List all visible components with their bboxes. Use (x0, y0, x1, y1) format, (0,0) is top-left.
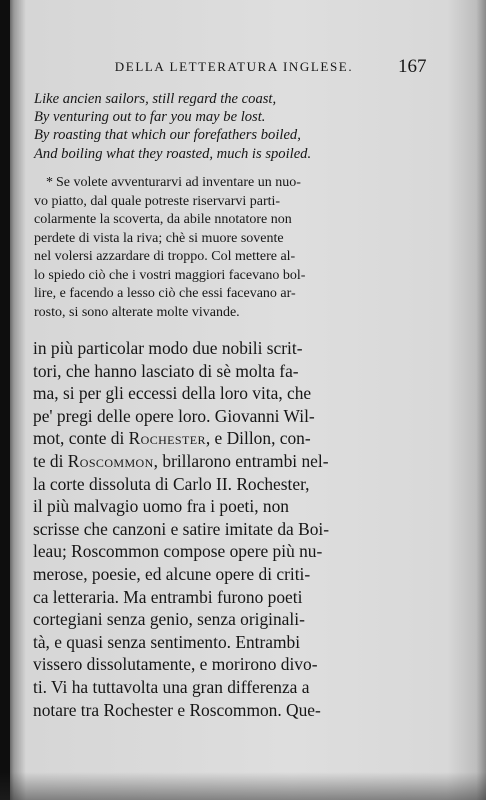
person-name-small-caps: Rochester (128, 428, 206, 449)
body-line: leau; Roscommon compose opere più nu- (33, 541, 323, 562)
page-bottom-shadow (0, 772, 486, 800)
footnote-line-text: Se volete avventurarvi ad inventare un nuo- (56, 175, 301, 190)
body-text-run: te di (33, 450, 68, 471)
verse-line: Like ancien sailors, still regard the coast, (34, 91, 277, 107)
body-line: cortegiani senza genio, senza originali- (33, 609, 305, 630)
verse-quotation (34, 90, 394, 163)
body-line: merose, poesie, ed alcune opere di criti- (33, 563, 311, 584)
footnote-line: vo piatto, dal quale potreste riservarvi parti- (34, 193, 281, 209)
verse-line: And boiling what they roasted, much is spoiled. (34, 145, 312, 162)
body-line: ma, si per gli eccessi della loro vita, che (33, 383, 312, 404)
footnote-line: nel volersi azzardare di troppo. Col mettere al- (34, 249, 296, 264)
page-number: 167 (398, 56, 427, 77)
footnote-mark: * (46, 175, 53, 190)
footnote-line: perdete di vista la riva; chè si muore sovente (34, 230, 284, 246)
footnote-line: rosto, si sono alterate molte vivande. (34, 304, 240, 320)
body-text-run: , e Dillon, con- (205, 428, 311, 449)
body-line: pe' pregi delle opere loro. Giovanni Wil- (33, 405, 315, 426)
footnote-line: lire, e facendo a lesso ciò che essi facevano ar- (34, 286, 296, 301)
body-line (33, 427, 403, 450)
body-line: la corte dissoluta di Carlo II. Rochester, (33, 473, 310, 494)
body-text-run: , brillarono entrambi nel- (153, 450, 329, 471)
verse-line: By venturing out to far you may be lost. (34, 109, 266, 126)
body-line: vissero dissolutamente, e morirono divo- (33, 654, 318, 675)
body-line: notare tra Rochester e Roscommon. Que- (33, 699, 321, 720)
footnote-line: lo spiedo ciò che i vostri maggiori facevano bol- (34, 267, 306, 283)
running-title: DELLA LETTERATURA INGLESE. (114, 59, 354, 74)
body-line: il più malvagio uomo fra i poeti, non (33, 496, 289, 517)
footnote-line (34, 174, 396, 193)
verse-line: By roasting that which our forefathers boiled, (34, 127, 301, 144)
body-line: ca letteraria. Ma entrambi furono poeti (33, 586, 303, 607)
gutter-shadow (0, 0, 10, 800)
body-paragraph (33, 337, 403, 721)
body-line (33, 450, 403, 473)
body-line: tori, che hanno lasciato di sè molta fa- (33, 360, 299, 381)
person-name-small-caps: Roscommon (67, 450, 154, 471)
body-line: in più particolar modo due nobili scrit- (33, 338, 303, 358)
body-text-run: mot, conte di (33, 428, 129, 449)
body-line: ti. Vi ha tuttavolta una gran differenza a (33, 676, 310, 697)
footnote-line: colarmente la scoverta, da abile nnotatore non (34, 212, 292, 227)
footnote (34, 174, 396, 322)
body-line: tà, e quasi senza sentimento. Entrambi (33, 631, 301, 652)
body-line: scrisse che canzoni e satire imitate da Boi- (33, 518, 330, 539)
